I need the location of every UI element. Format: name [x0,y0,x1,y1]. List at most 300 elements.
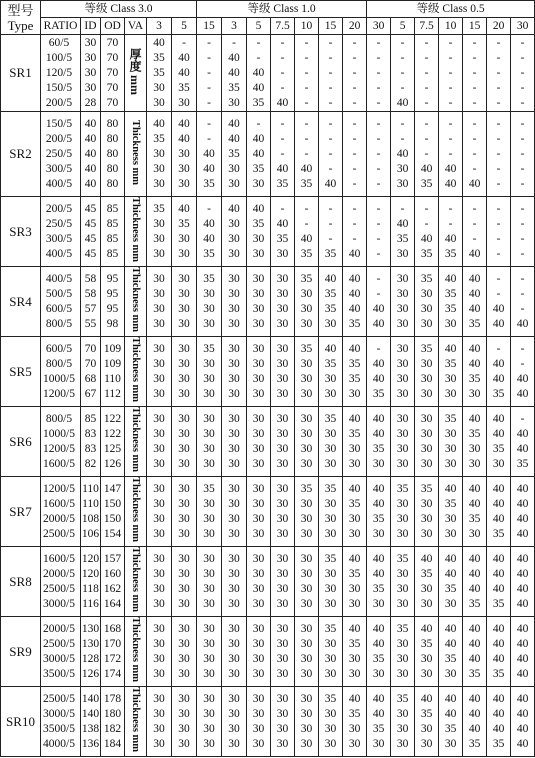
id-header: ID [81,18,101,35]
thickness-cell-value: - [424,117,429,130]
thickness-cell-value: 40 [516,707,529,720]
thickness-cell-value: 35 [396,622,409,635]
thickness-cell-value: - [448,81,453,94]
thickness-cell-value: 35 [468,667,481,680]
thickness-cell-value: 30 [178,387,190,400]
ratio-cell-value: 3500/5 [43,667,75,680]
thickness-cell [147,112,172,197]
thickness-cell [172,35,197,112]
od-cell-value: 85 [106,247,119,260]
thickness-cell-value: 30 [324,582,337,595]
ratio-cell-value: 300/5 [45,232,73,245]
thickness-cell-value: 30 [276,247,289,260]
thickness-cell [415,617,439,687]
thickness-cell-value: - [448,132,453,145]
thickness-cell-value: 30 [276,457,289,470]
thickness-cell-value: - [328,36,333,49]
thickness-cell-value: - [496,162,501,175]
thickness-cell [319,337,343,407]
thickness-cell-value: 30 [203,567,215,580]
thickness-cell-value: 30 [178,357,190,370]
thickness-cell [172,112,197,197]
thickness-cell-value: 30 [468,387,481,400]
thickness-cell-value: 30 [203,722,215,735]
thickness-cell-value: - [520,247,525,260]
thickness-cell-value: 35 [468,317,481,330]
thickness-cell-value: 30 [178,737,190,750]
thickness-cell-value: - [256,36,261,49]
od-cell [101,35,125,112]
thickness-label: Thickness mm [130,547,141,613]
thickness-cell-value: 30 [396,652,409,665]
thickness-cell-value: 30 [228,512,240,525]
thickness-cell-value: 30 [396,527,409,540]
thickness-cell-value: 35 [468,512,481,525]
thickness-cell-value: 30 [153,442,165,455]
thickness-cell-value: 35 [324,287,337,300]
thickness-cell-value: 30 [228,567,240,580]
id-cell [81,35,101,112]
thickness-cell-value: 35 [178,217,190,230]
type-header [1,1,41,35]
ratio-cell-value: 250/5 [45,147,73,160]
od-cell-value: 70 [106,36,119,49]
od-cell-value: 164 [103,597,122,610]
thickness-cell-value: 35 [348,637,361,650]
thickness-cell-value: 35 [444,302,457,315]
thickness-cell-value: 30 [228,652,240,665]
thickness-cell-value: 40 [348,412,361,425]
thickness-cell-value: 30 [228,582,240,595]
thickness-cell-value: 30 [348,527,361,540]
thickness-cell [439,197,463,267]
thickness-cell-value: 40 [372,637,385,650]
ratio-cell-value: 250/5 [45,217,73,230]
type-header-en: Type [7,17,34,33]
thickness-cell-value: 40 [372,412,385,425]
thickness-cell-value: 30 [252,527,265,540]
thickness-cell-value: 30 [420,317,433,330]
thickness-cell-value: 30 [228,387,240,400]
thickness-cell-value: 30 [276,497,289,510]
thickness-cell [391,407,415,477]
thickness-cell-value: 30 [228,96,240,109]
thickness-cell-value: 30 [444,387,457,400]
thickness-cell [487,617,511,687]
thickness-cell [343,407,367,477]
thickness-cell-value: 30 [300,412,313,425]
thickness-cell-value: 30 [178,177,190,190]
thickness-cell [222,687,247,757]
thickness-cell-value: 30 [153,512,165,525]
ratio-cell-value: 100/5 [45,51,73,64]
thickness-cell [197,477,222,547]
thickness-cell-value: 40 [492,707,505,720]
thickness-cell-value: 30 [252,442,265,455]
thickness-cell-value: 35 [203,342,215,355]
thickness-cell-value: 30 [324,427,337,440]
ratio-cell [41,35,81,112]
thickness-cell-value: 35 [276,177,289,190]
thickness-cell-value: - [280,66,285,79]
thickness-cell-value: - [352,147,357,160]
thickness-cell-value: 35 [420,482,433,495]
id-cell [81,112,101,197]
thickness-cell-value: 30 [153,622,165,635]
thickness-cell-value: 30 [153,217,165,230]
thickness-cell-value: 35 [324,552,337,565]
thickness-cell-value: 30 [420,357,433,370]
thickness-cell-value: 40 [516,737,529,750]
ratio-cell-value: 1000/5 [43,372,75,385]
group-row [1,687,535,757]
thickness-cell-value: - [207,117,211,130]
thickness-cell-value: 35 [348,427,361,440]
thickness-cell-value: - [400,51,405,64]
id-cell [81,617,101,687]
thickness-cell-value: 30 [396,567,409,580]
thickness-cell-value: 30 [178,567,190,580]
thickness-cell-value: 40 [252,147,265,160]
thickness-cell-value: 30 [396,247,409,260]
thickness-cell [367,687,391,757]
thickness-cell [147,617,172,687]
thickness-cell-value: - [352,51,357,64]
thickness-cell-value: 40 [516,722,529,735]
thickness-cell-value: 30 [228,412,240,425]
thickness-cell-value: 30 [252,582,265,595]
thickness-cell [197,687,222,757]
thickness-cell-value: 30 [276,302,289,315]
od-cell-value: 70 [106,51,119,64]
thickness-cell-value: - [496,66,501,79]
thickness-cell [487,407,511,477]
thickness-cell-value: 30 [276,287,289,300]
thickness-cell-value: 30 [420,722,433,735]
thickness-cell-value: 40 [468,582,481,595]
thickness-cell-value: 35 [396,232,409,245]
thickness-cell [343,112,367,197]
type-cell: SR9 [1,617,41,687]
thickness-cell-value: 30 [444,667,457,680]
thickness-cell-value: 40 [228,202,240,215]
thickness-cell [271,617,295,687]
thickness-cell-value: 40 [396,147,409,160]
thickness-cell-value: - [376,117,381,130]
thickness-cell-value: - [472,162,477,175]
thickness-cell-value: 30 [252,427,265,440]
va-label-cell [125,547,147,617]
thickness-cell-value: - [328,96,333,109]
thickness-cell-value: 30 [300,317,313,330]
thickness-cell-value: 40 [516,442,529,455]
thickness-cell-value: 30 [252,652,265,665]
thickness-cell [295,547,319,617]
thickness-cell-value: 30 [324,527,337,540]
va-col-header: 5 [247,18,271,35]
thickness-cell-value: 40 [252,132,265,145]
thickness-cell-value: 30 [252,707,265,720]
thickness-cell [439,112,463,197]
thickness-cell [197,267,222,337]
id-cell-value: 138 [81,722,100,735]
thickness-cell [439,407,463,477]
thickness-cell [271,337,295,407]
thickness-cell [197,617,222,687]
thickness-cell-value: 40 [372,302,385,315]
thickness-cell-value: 40 [252,202,265,215]
thickness-cell-value: 30 [396,357,409,370]
thickness-cell-value: 30 [396,637,409,650]
thickness-cell-value: 30 [324,457,337,470]
ratio-cell-value: 2000/5 [43,512,75,525]
thickness-cell-value: 30 [444,317,457,330]
ratio-cell-value: 1000/5 [43,427,75,440]
thickness-cell-value: - [496,232,501,245]
type-cell: SR6 [1,407,41,477]
thickness-cell-value: 30 [203,287,215,300]
thickness-cell-value: 30 [252,372,265,385]
thickness-cell [463,267,487,337]
od-cell-value: 150 [103,497,122,510]
ratio-cell-value: 150/5 [45,81,73,94]
id-cell-value: 45 [84,247,97,260]
thickness-cell-value: - [472,202,477,215]
ratio-cell-value: 200/5 [45,132,73,145]
thickness-cell-value: - [472,96,477,109]
thickness-cell-value: 30 [228,497,240,510]
thickness-cell [319,617,343,687]
thickness-cell-value: 30 [300,622,313,635]
thickness-cell-value: - [280,117,285,130]
group-row [1,267,535,337]
id-cell-value: 45 [84,232,97,245]
type-cell: SR2 [1,112,41,197]
thickness-cell-value: 40 [468,412,481,425]
thickness-cell [367,617,391,687]
thickness-cell-value: 30 [276,372,289,385]
thickness-cell-value: 35 [300,342,313,355]
ratio-cell-value: 1600/5 [43,497,75,510]
thickness-label: 厚度 mm [128,48,142,95]
thickness-cell-value: 40 [468,482,481,495]
id-cell-value: 108 [81,512,100,525]
va-col-header: 3 [147,18,172,35]
thickness-cell-value: 30 [153,497,165,510]
od-cell [101,337,125,407]
thickness-cell-value: 30 [153,667,165,680]
thickness-cell [463,35,487,112]
thickness-cell-value: 30 [276,357,289,370]
thickness-cell-value: 40 [468,272,481,285]
thickness-cell-value: 40 [516,427,529,440]
thickness-cell-value: 30 [276,722,289,735]
thickness-cell-value: 30 [444,427,457,440]
thickness-cell-value: - [448,51,453,64]
thickness-cell-value: 40 [372,482,385,495]
thickness-cell-value: 40 [468,637,481,650]
thickness-cell-value: 35 [372,582,385,595]
thickness-cell [247,687,271,757]
id-cell-value: 40 [84,162,97,175]
thickness-cell-value: - [520,66,525,79]
id-cell [81,477,101,547]
ratio-cell-value: 1200/5 [43,482,75,495]
thickness-cell-value: 30 [228,357,240,370]
ratio-cell-value: 200/5 [45,202,73,215]
thickness-cell [222,337,247,407]
thickness-cell [463,337,487,407]
thickness-cell [271,112,295,197]
type-cell: SR5 [1,337,41,407]
va-label-cell [125,687,147,757]
thickness-cell-value: 35 [300,272,313,285]
thickness-cell-value: - [472,217,477,230]
thickness-cell-value: 30 [300,387,313,400]
od-cell-value: 85 [106,232,119,245]
thickness-cell-value: 30 [153,287,165,300]
thickness-cell-value: 30 [252,342,265,355]
thickness-cell-value: 40 [516,512,529,525]
thickness-cell-value: - [280,132,285,145]
thickness-cell [415,477,439,547]
thickness-cell-value: - [207,51,211,64]
type-cell: SR4 [1,267,41,337]
id-cell-value: 70 [84,342,97,355]
table-body [1,35,535,757]
id-cell-value: 130 [81,622,100,635]
thickness-cell-value: 40 [468,622,481,635]
thickness-cell-value: 30 [203,597,215,610]
thickness-cell-value: 40 [444,342,457,355]
thickness-cell-value: 35 [420,707,433,720]
thickness-cell-value: - [256,51,261,64]
thickness-cell [391,267,415,337]
thickness-cell-value: 30 [300,582,313,595]
thickness-cell-value: 30 [396,457,409,470]
thickness-cell [247,617,271,687]
thickness-label: Thickness mm [130,119,141,186]
thickness-cell-value: 30 [178,582,190,595]
thickness-cell-value: 40 [372,497,385,510]
thickness-cell-value: 30 [178,707,190,720]
thickness-cell-value: 40 [516,667,529,680]
thickness-cell-value: 35 [348,707,361,720]
thickness-cell-value: - [520,51,525,64]
thickness-cell-value: - [304,202,309,215]
thickness-cell-value: 35 [300,177,313,190]
thickness-cell [487,35,511,112]
thickness-cell [172,687,197,757]
thickness-cell-value: 30 [300,722,313,735]
od-cell-value: 150 [103,512,122,525]
thickness-cell-value: 40 [420,232,433,245]
od-cell-value: 160 [103,567,122,580]
type-cell: SR8 [1,547,41,617]
thickness-cell [463,687,487,757]
od-cell-value: 157 [103,552,122,565]
thickness-cell-value: 40 [324,272,337,285]
thickness-cell [343,547,367,617]
thickness-cell-value: 40 [420,162,433,175]
thickness-cell-value: 35 [203,272,215,285]
thickness-cell-value: 30 [178,652,190,665]
thickness-cell [391,617,415,687]
thickness-cell-value: 40 [420,622,433,635]
thickness-cell-value: - [304,96,309,109]
thickness-cell-value: 40 [420,552,433,565]
thickness-cell-value: 30 [324,497,337,510]
thickness-cell [319,197,343,267]
od-cell-value: 170 [103,637,122,650]
od-cell-value: 122 [103,412,122,425]
thickness-cell-value: - [304,147,309,160]
thickness-cell [415,267,439,337]
thickness-cell-value: 30 [153,147,165,160]
thickness-cell-value: 30 [203,737,215,750]
thickness-cell-value: 30 [228,287,240,300]
class10-header: 等级 Class 1.0 [197,1,367,18]
thickness-cell-value: - [376,202,381,215]
thickness-cell-value: - [496,202,501,215]
thickness-cell [295,112,319,197]
thickness-cell [319,687,343,757]
od-cell-value: 70 [106,66,119,79]
thickness-cell-value: 30 [153,247,165,260]
ratio-cell-value: 600/5 [45,302,73,315]
thickness-cell-value: 40 [468,177,481,190]
thickness-cell-value: 30 [300,372,313,385]
id-cell-value: 67 [84,387,97,400]
thickness-cell [222,35,247,112]
thickness-cell-value: - [352,217,357,230]
thickness-cell [271,547,295,617]
od-cell-value: 174 [103,667,122,680]
thickness-cell-value: 40 [492,482,505,495]
ratio-cell-value: 3000/5 [43,652,75,665]
thickness-cell-value: 30 [396,287,409,300]
thickness-cell-value: - [304,117,309,130]
thickness-cell-value: - [520,81,525,94]
thickness-cell [391,112,415,197]
thickness-cell-value: 30 [420,597,433,610]
thickness-cell [271,35,295,112]
thickness-cell-value: 30 [276,552,289,565]
thickness-cell-value: - [424,81,429,94]
class05-header: 等级 Class 0.5 [367,1,535,18]
od-cell-value: 154 [103,527,122,540]
thickness-cell-value: - [448,36,453,49]
id-cell-value: 110 [82,497,99,510]
thickness-cell-value: 30 [252,272,265,285]
thickness-cell-value: 30 [396,302,409,315]
thickness-cell-value: 35 [444,652,457,665]
ratio-cell [41,197,81,267]
thickness-cell-value: - [520,357,525,370]
thickness-cell-value: 30 [300,637,313,650]
id-cell [81,337,101,407]
type-header-cn: 型号 [7,2,34,18]
thickness-cell-value: 30 [178,232,190,245]
thickness-cell-value: 40 [516,692,529,705]
thickness-cell-value: 30 [396,667,409,680]
thickness-cell-value: - [400,202,405,215]
thickness-label: Thickness mm [130,267,141,333]
thickness-cell-value: 30 [300,737,313,750]
thickness-cell-value: 30 [300,357,313,370]
thickness-cell-value: 40 [396,96,409,109]
thickness-cell-value: 35 [203,247,215,260]
